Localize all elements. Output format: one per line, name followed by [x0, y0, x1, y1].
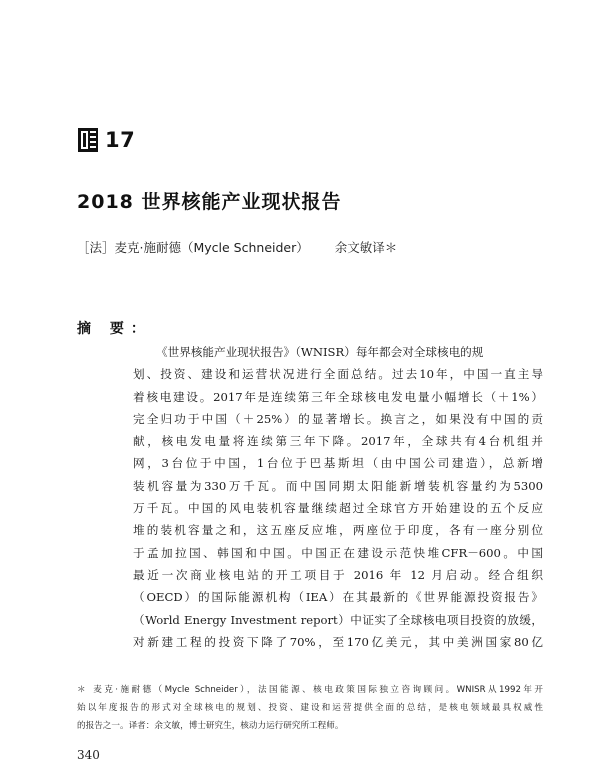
abstract-line: （OECD）的国际能源机构（IEA）在其最新的《世界能源投资报告》 [133, 590, 543, 605]
page-number: 340 [77, 748, 100, 762]
author-line [77, 238, 397, 256]
author-name: ［法］麦克·施耐德（Mycle Schneider） [77, 240, 309, 255]
abstract-line: 献，核电发电量将连续第三年下降。2017年，全球共有4台机组并 [133, 434, 543, 449]
abstract-line: 对新建工程的投资下降了70%，至170亿美元，其中美洲国家80亿 [133, 634, 543, 649]
abstract-line: 《世界核能产业现状报告》（WNISR）每年都会对全球核电的规 [156, 345, 484, 359]
footnote [77, 681, 543, 735]
footnote-line: 始以年度报告的形式对全球核电的规划、投资、建设和运营提供全面的总结，是核电领域最具权威性 [77, 703, 543, 713]
abstract-line: 网，3台位于中国，1台位于巴基斯坦（由中国公司建造），总新增 [133, 456, 543, 471]
footnote-line: ＊ 麦克·施耐德（Mycle Schneider），法国能源、核电政策国际独立咨询顾问。WNISR从1992年开 [77, 685, 543, 695]
book-icon [77, 127, 99, 153]
abstract-line: （World Energy Investment report）中证实了全球核电项目投资的放缓， [133, 612, 543, 627]
abstract-line: 最近一次商业核电站的开工项目于 2016 年 12 月启动。经合组织 [133, 567, 543, 582]
abstract-line: 划、投资、建设和运营状况进行全面总结。过去10年，中国一直主导 [133, 367, 543, 382]
abstract-heading: 摘 要： [77, 321, 152, 337]
abstract-line: 装机容量为330万千瓦。而中国同期太阳能新增装机容量约为5300 [133, 478, 543, 493]
chapter-number: 17 [105, 128, 136, 152]
translator-name: 余文敏译＊ [334, 240, 398, 255]
abstract-line: 万千瓦。中国的风电装机容量继续超过全球官方开始建设的五个反应 [133, 501, 543, 516]
footnote-line: 的报告之一。译者：余文敏，博士研究生，核动力运行研究所工程师。 [77, 721, 344, 731]
abstract-line: 完全归功于中国（＋25%）的显著增长。换言之，如果没有中国的贡 [133, 411, 543, 426]
abstract-body [133, 341, 543, 653]
abstract-line: 堆的装机容量之和，这五座反应堆，两座位于印度，各有一座分别位 [133, 523, 543, 538]
abstract-line: 于孟加拉国、韩国和中国。中国正在建设示范快堆CFR－600。中国 [133, 545, 543, 560]
page-title: 2018 世界核能产业现状报告 [77, 191, 342, 213]
abstract-line: 着核电建设。2017年是连续第三年全球核电发电量小幅增长（＋1%） [133, 389, 543, 404]
chapter-marker [77, 127, 135, 153]
